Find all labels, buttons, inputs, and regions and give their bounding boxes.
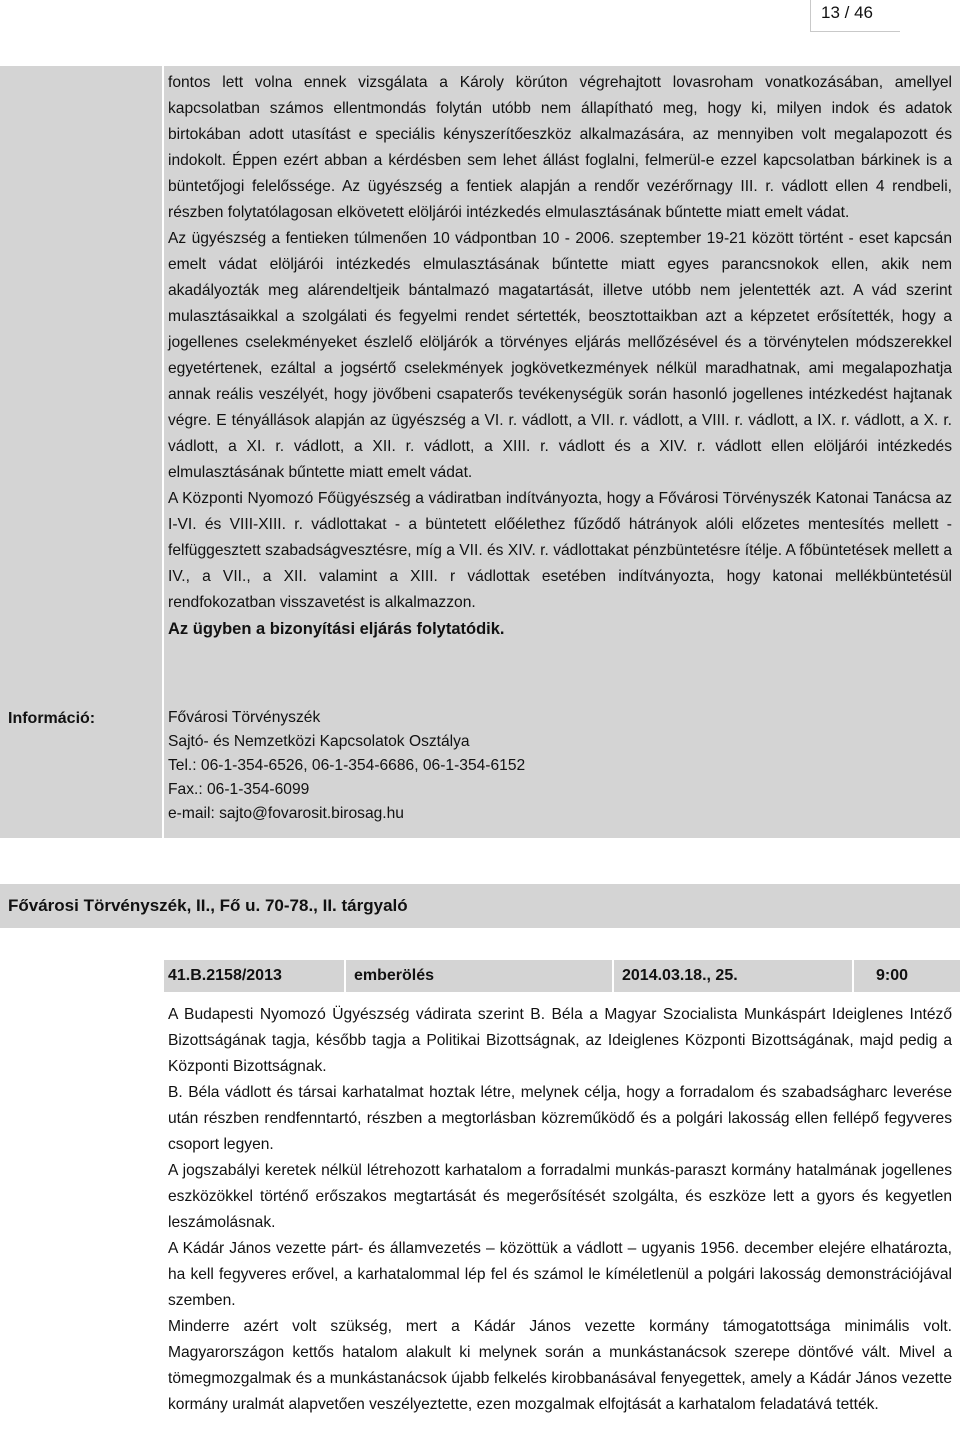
paragraph: B. Béla vádlott és társai karhatalmat hoztak létre, melynek célja, hogy a forradalom és szabadságharc leverése után részben rendfenntartó, részben a megtorlásban közreműködő és a polgári lakosság ellen fellépő fegyveres csoport legyen. [168, 1084, 952, 1153]
paragraph: A Központi Nyomozó Főügyészség a vádiratban indítványozta, hogy a Fővárosi Törvényszék Katonai Tanácsa az I-VI. és VIII-XIII. r. vádlottakat - a büntetett előélethez fűződő hátrányok alóli előzetes mentesítés mellett - felfüggesztett szabadságvesztésre, míg a VII. és XIV. r. vádlottakat pénzbüntetésre ítélje. A főbüntetések mellett a IV., a VII., a XII. valamint a XIII. r vádlottak esetében indítványozta, hogy katonai mellékbüntetésül rendfokozatban visszavetést is alkalmazzon. [168, 490, 952, 611]
hearing-time: 9:00 [876, 967, 909, 984]
contact-info [168, 706, 948, 826]
paragraph: Az ügyészség a fentieken túlmenően 10 vádpontban 10 - 2006. szeptember 19-21 között történt - eset kapcsán emelt vádat elöljárói intézkedés elmulasztásának bűntette miatt egyes parancsnokok ellen, akik nem akadályozták meg alárendeltjeik bántalmazó magatartását, illetve utóbb nem jelentették azt. A vád szerint mulasztásaikkal a szolgálati és fegyelmi rendet sértették, beosztottaikban azt a képzetet erősítették, hogy a jogellenes cselekményeket észlelő elöljárók a törvényes eljárás mellőzésével és a törvénytelen módszerekkel egyetértenek, ezáltal a jogsértő cselekmények jogkövetkezmények nélkül maradhatnak, ami megalapozhatja annak reális veszélyét, hogy jövőbeni csapaterős tevékenységük során hasonló jogellenes intézkedést hajtanak végre. E tényállások alapján az ügyészség a VI. r. vádlott, a VII. r. vádlott, a VIII. r. vádlott, a IX. r. vádlott, a X. r. vádlott, a XI. r. vádlott, a XII. r. vádlott, a XIII. r. vádlott és a XIV. r. vádlott ellen elöljárói intézkedés elmulasztásának bűntette miatt emelt vádat. [168, 230, 952, 481]
page-number: 13 / 46 [810, 0, 900, 32]
divider [344, 960, 346, 992]
contact-fax: Fax.: 06-1-354-6099 [168, 781, 310, 798]
case-info-row [164, 960, 960, 992]
paragraph: Minderre azért volt szükség, mert a Kádár János vezette kormány támogatottsága minimális volt. Magyarországon kettős hatalom alakult ki melynek során a munkástanácsok szerepe döntővé vált. Mivel a tömegmozgalmak és a munkástanácsok újabb felkelés kirobbanásával fenyegettek, amely a Kádár János vezette kormány uralmát alapvetően veszélyeztette, ezen mozgalmak elfojtását a karhatalom feladatává tették. [168, 1318, 952, 1413]
case-number: 41.B.2158/2013 [168, 967, 282, 984]
paragraph: fontos lett volna ennek vizsgálata a Károly körúton végrehajtott lovasroham vonatkozásában, amellyel kapcsolatban számos ellentmondás folytán utóbb nem állapítható meg, hogy ki, milyen indok és adatok birtokában adott utasítást e speciális kényszerítőeszköz alkalmazására, az mennyiben volt megalapozott és indokolt. Éppen ezért abban a kérdésben sem lehet állást foglalni, felmerül-e ezzel kapcsolatban bárkinek is a büntetőjogi felelőssége. Az ügyészség a fentiek alapján a rendőr vezérőrnagy III. r. vádlott ellen 4 rendbeli, részben folytatólagosan elkövetett elöljárói intézkedés elmulasztásának bűntette miatt emelt vádat. [168, 74, 952, 221]
contact-email: e-mail: sajto@fovarosit.birosag.hu [168, 805, 404, 822]
paragraph: A Kádár János vezette párt- és államvezetés – közöttük a vádlott – ugyanis 1956. december elejére elhatározta, ha kell fegyveres erővel, a karhatalommal lép fel és számol le kíméletlenül a polgári lakosság demonstrációjával szemben. [168, 1240, 952, 1309]
press-release-text [168, 70, 952, 642]
paragraph: A Budapesti Nyomozó Ügyészség vádirata szerint B. Béla a Magyar Szocialista Munkáspárt Ideiglenes Intéző Bizottságának tagja, később tagja a Politikai Bizottságnak, az Ideiglenes Központi Bizottságának, majd pedig a Központi Bizottságnak. [168, 1006, 952, 1075]
hearing-description [168, 1002, 952, 1418]
info-label-column [0, 66, 162, 838]
case-subject: emberölés [354, 967, 435, 984]
contact-org: Fővárosi Törvényszék [168, 709, 321, 726]
contact-department: Sajtó- és Nemzetközi Kapcsolatok Osztálya [168, 733, 470, 750]
info-label: Információ: [8, 710, 96, 727]
divider [852, 960, 854, 992]
contact-phone: Tel.: 06-1-354-6526, 06-1-354-6686, 06-1-354-6152 [168, 757, 526, 774]
hearing-date: 2014.03.18., 25. [622, 967, 738, 984]
hearing-location-header: Fővárosi Törvényszék, II., Fő u. 70-78., II. tárgyaló [0, 884, 960, 928]
bold-statement: Az ügyben a bizonyítási eljárás folytatódik. [168, 620, 505, 638]
paragraph: A jogszabályi keretek nélkül létrehozott karhatalom a forradalmi munkás-paraszt kormány hatalmának jogellenes eszközökkel történő erőszakos megtartását és megerősítését szolgálta, és eszköze lett a gyors és kegyetlen leszámolásnak. [168, 1162, 952, 1231]
divider [612, 960, 614, 992]
